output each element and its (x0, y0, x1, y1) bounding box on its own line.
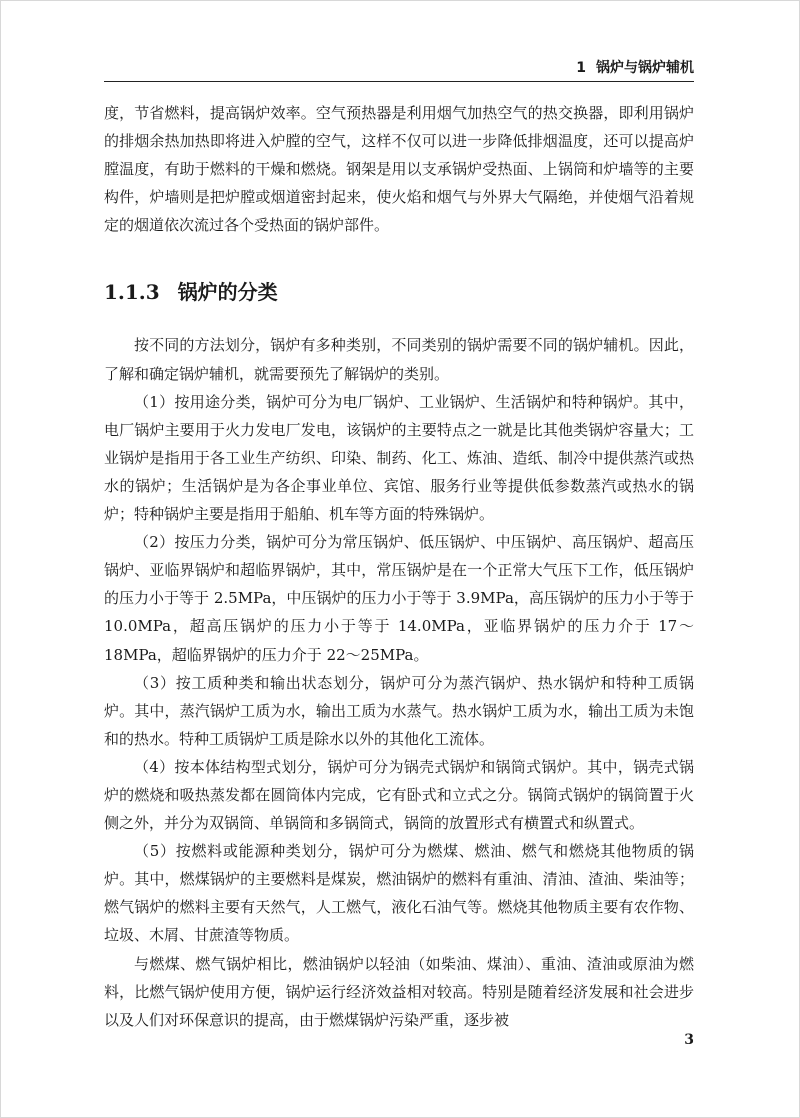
running-header (104, 55, 694, 82)
page-number: 3 (684, 1032, 694, 1048)
paragraph-by-structure: （4）按本体结构型式划分，锅炉可分为锅壳式锅炉和锅筒式锅炉。其中，锅壳式锅炉的燃烧和吸热蒸发都在圆筒体内完成，它有卧式和立式之分。锅筒式锅炉的锅筒置于火侧之外，并分为双锅筒、单锅筒和多锅筒式，锅筒的放置形式有横置式和纵置式。 (104, 757, 694, 833)
page-body (104, 99, 694, 1034)
chapter-title: 锅炉与锅炉辅机 (596, 60, 694, 76)
section-title: 锅炉的分类 (177, 280, 278, 305)
paragraph-oil-boiler: 与燃煤、燃气锅炉相比，燃油锅炉以轻油（如柴油、煤油）、重油、渣油或原油为燃料，比燃气锅炉使用方便，锅炉运行经济效益相对较高。特别是随着经济发展和社会进步以及人们对环保意识的提高，由于燃煤锅炉污染严重，逐步被 (104, 954, 694, 1029)
paragraph-by-use: （1）按用途分类，锅炉可分为电厂锅炉、工业锅炉、生活锅炉和特种锅炉。其中，电厂锅炉主要用于火力发电厂发电，该锅炉的主要特点之一就是比其他类锅炉容量大；工业锅炉是指用于各工业生产纺织、印染、制药、化工、炼油、造纸、制冷中提供蒸汽或热水的锅炉；生活锅炉是为各企事业单位、宾馆、服务行业等提供低参数蒸汽或热水的锅炉；特种锅炉主要是指用于船舶、机车等方面的特殊锅炉。 (104, 392, 694, 524)
section-number: 1.1.3 (104, 280, 160, 305)
section-heading (104, 275, 694, 309)
paragraph-by-medium: （3）按工质种类和输出状态划分，锅炉可分为蒸汽锅炉、热水锅炉和特种工质锅炉。其中，蒸汽锅炉工质为水，输出工质为水蒸气。热水锅炉工质为水，输出工质为未饱和的热水。特种工质锅炉工质是除水以外的其他化工流体。 (104, 673, 694, 748)
continued-paragraph: 度，节省燃料，提高锅炉效率。空气预热器是利用烟气加热空气的热交换器，即利用锅炉的排烟余热加热即将进入炉膛的空气，这样不仅可以进一步降低排烟温度，还可以提高炉膛温度，有助于燃料的干燥和燃烧。钢架是用以支承锅炉受热面、上锅筒和炉墙等的主要构件，炉墙则是把炉膛或烟道密封起来，使火焰和烟气与外界大气隔绝，并使烟气沿着规定的烟道依次流过各个受热面的锅炉部件。 (104, 104, 694, 235)
paragraph-by-fuel: （5）按燃料或能源种类划分，锅炉可分为燃煤、燃油、燃气和燃烧其他物质的锅炉。其中，燃煤锅炉的主要燃料是煤炭，燃油锅炉的燃料有重油、清油、渣油、柴油等；燃气锅炉的燃料主要有天然气，人工燃气，液化石油气等。燃烧其他物质主要有农作物、垃圾、木屑、甘蔗渣等物质。 (104, 842, 694, 945)
paragraph-by-pressure: （2）按压力分类，锅炉可分为常压锅炉、低压锅炉、中压锅炉、高压锅炉、超高压锅炉、亚临界锅炉和超临界锅炉，其中，常压锅炉是在一个正常大气压下工作，低压锅炉的压力小于等于 2.5MPa，中压锅炉的压力小于等于 3.9MPa，高压锅炉的压力小于等于 10.0MPa，超高压锅炉的压力小于等于 14.0MPa，亚临界锅炉的压力介于 17～18MPa，超临界锅炉的压力介于 22～25MPa。 (104, 533, 694, 664)
paragraph-intro: 按不同的方法划分，锅炉有多种类别，不同类别的锅炉需要不同的锅炉辅机。因此，了解和确定锅炉辅机，就需要预先了解锅炉的类别。 (104, 336, 694, 383)
chapter-number: 1 (576, 60, 586, 76)
